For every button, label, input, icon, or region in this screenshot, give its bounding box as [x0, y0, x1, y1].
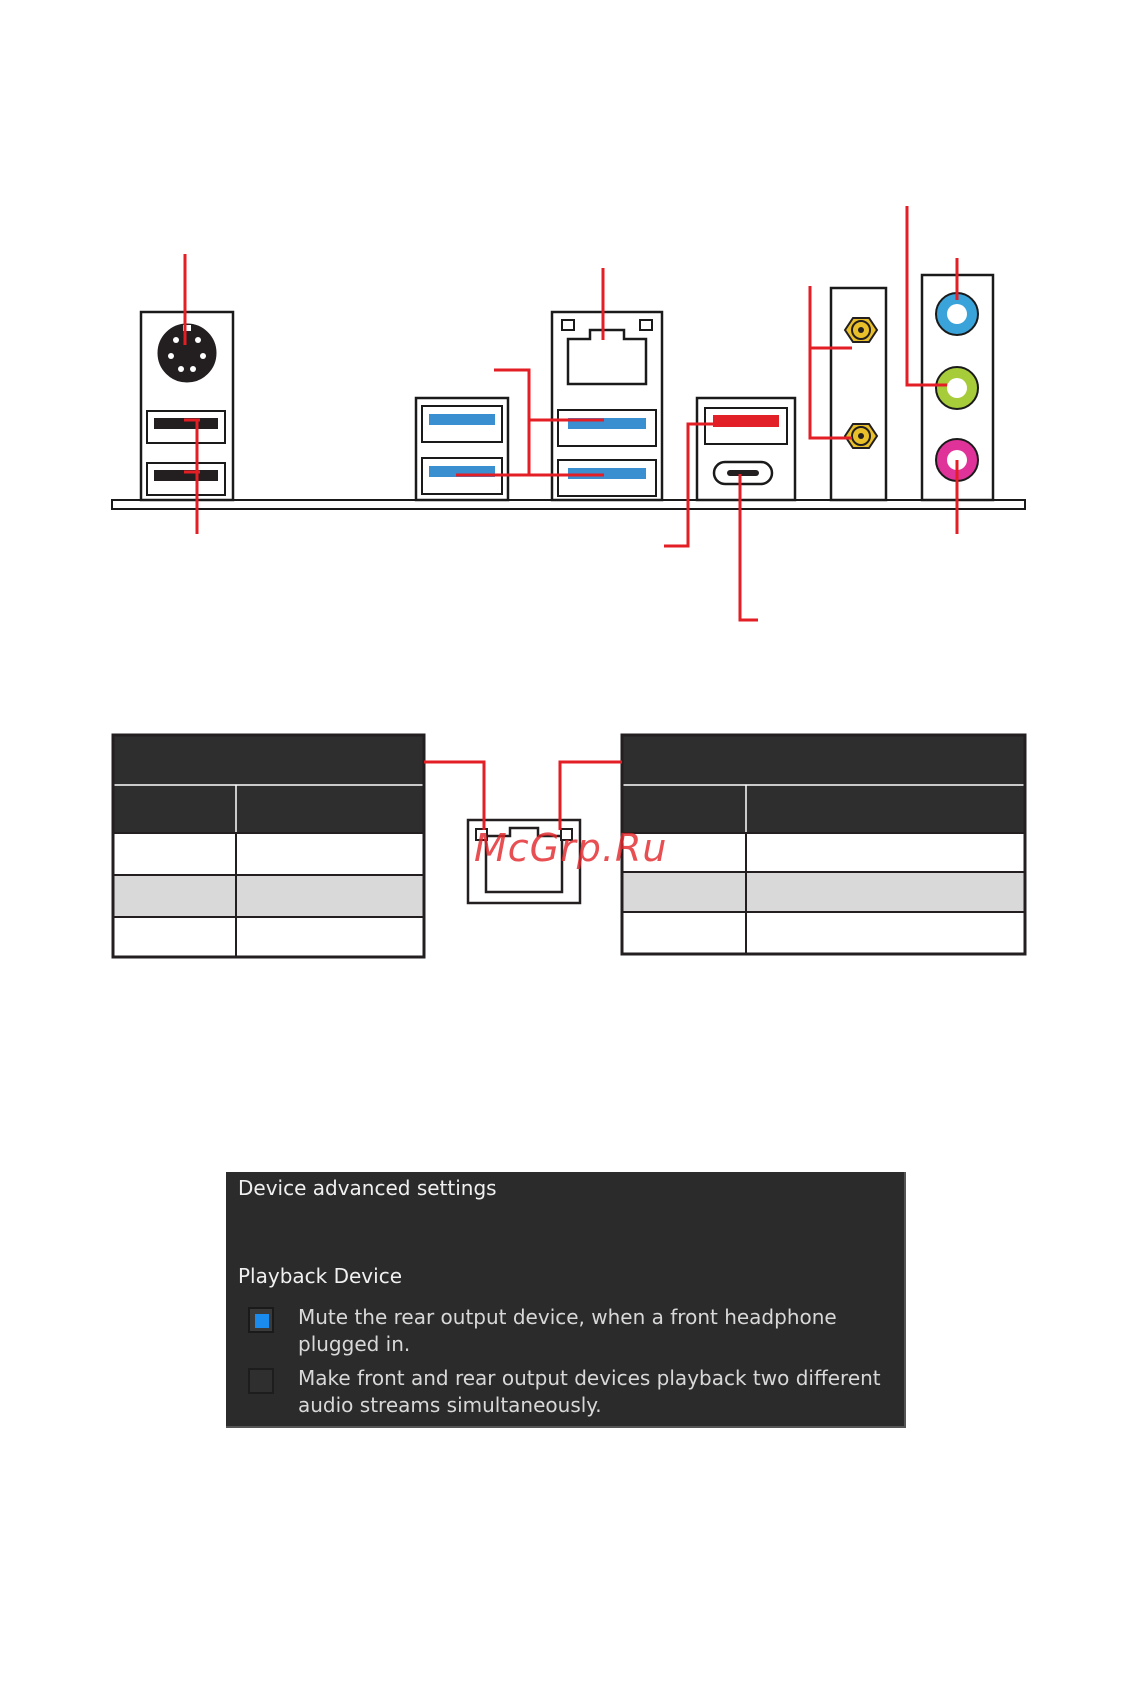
led-table-right [622, 735, 1025, 954]
watermark: McGrp.Ru [474, 826, 668, 870]
usb3-port [429, 414, 495, 425]
callout-lines [184, 206, 957, 620]
mute-rear-label: Mute the rear output device, when a front headphone plugged in. [298, 1305, 837, 1356]
lan-port [568, 330, 646, 384]
playback-device-heading: Playback Device [238, 1264, 402, 1288]
two-streams-label: Make front and rear output devices playback two different audio streams simultaneously. [298, 1366, 881, 1417]
mute-rear-checkbox[interactable] [248, 1307, 274, 1333]
panel-title: Device advanced settings [238, 1176, 497, 1200]
two-streams-checkbox[interactable] [248, 1368, 274, 1394]
coax-jack-upper [845, 318, 877, 342]
ps2-port [158, 324, 216, 382]
io-baseline [112, 500, 1025, 509]
device-advanced-settings-panel [226, 1172, 906, 1428]
mute-rear-option[interactable] [248, 1304, 888, 1358]
coax-jack-lower [845, 424, 877, 448]
led-table-left [113, 735, 424, 957]
two-streams-option[interactable] [248, 1365, 888, 1419]
usb3-left-block [416, 398, 508, 500]
